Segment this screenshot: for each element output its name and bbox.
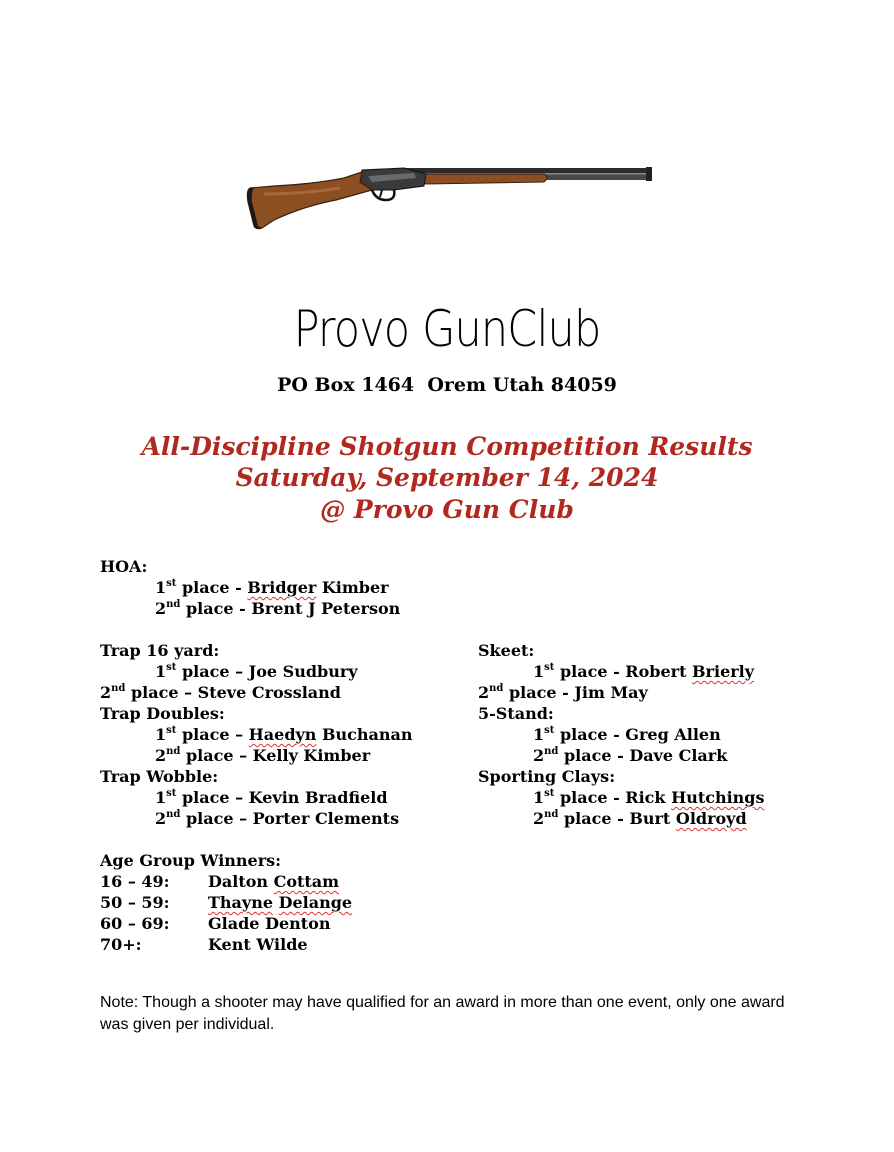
trap-wobble-first-place: 1st place – Kevin Bradfield: [155, 787, 388, 807]
shotgun-illustration: [244, 160, 654, 235]
age-winner-60-69: Glade Denton: [208, 914, 331, 933]
hoa-label: HOA:: [100, 557, 148, 576]
sporting-clays-second-place: 2nd place - Burt Oldroyd: [533, 808, 747, 828]
skeet-first-place: 1st place - Robert Brierly: [533, 661, 755, 681]
skeet-second-place: 2nd place - Jim May: [478, 682, 648, 702]
hoa-first-place: 1st place - Bridger Kimber: [155, 577, 389, 597]
trap-doubles-second-place: 2nd place – Kelly Kimber: [155, 745, 371, 765]
trap-16-first-place: 1st place – Joe Sudbury: [155, 661, 358, 681]
trap-16-second-place: 2nd place – Steve Crossland: [100, 682, 341, 702]
title-line-1: All-Discipline Shotgun Competition Results: [141, 432, 753, 461]
sporting-clays-first-place: 1st place - Rick Hutchings: [533, 787, 765, 807]
club-address: PO Box 1464 Orem Utah 84059: [277, 374, 617, 396]
age-winner-16-49: Dalton Cottam: [208, 872, 340, 891]
trap-wobble-label: Trap Wobble:: [100, 767, 219, 786]
age-range-70-plus: 70+:: [100, 935, 142, 954]
award-note: Note: Though a shooter may have qualified for an award in more than one event, only one award was given per individual.: [100, 994, 785, 1033]
trap-doubles-first-place: 1st place – Haedyn Buchanan: [155, 724, 413, 744]
trap-16-label: Trap 16 yard:: [100, 641, 220, 660]
trap-wobble-second-place: 2nd place – Porter Clements: [155, 808, 400, 828]
age-group-label: Age Group Winners:: [100, 851, 282, 870]
five-stand-label: 5-Stand:: [478, 704, 554, 723]
skeet-label: Skeet:: [478, 641, 535, 660]
five-stand-first-place: 1st place - Greg Allen: [533, 724, 721, 744]
age-winner-50-59: Thayne Delange: [208, 893, 353, 912]
title-line-3: @ Provo Gun Club: [320, 495, 574, 524]
five-stand-second-place: 2nd place - Dave Clark: [533, 745, 728, 765]
age-winner-70-plus: Kent Wilde: [208, 935, 308, 954]
age-range-50-59: 50 – 59:: [100, 893, 170, 912]
hoa-second-place: 2nd place - Brent J Peterson: [155, 598, 401, 618]
age-range-60-69: 60 – 69:: [100, 914, 170, 933]
title-line-2: Saturday, September 14, 2024: [235, 463, 659, 492]
age-range-16-49: 16 – 49:: [100, 872, 170, 891]
sporting-clays-label: Sporting Clays:: [478, 767, 616, 786]
trap-doubles-label: Trap Doubles:: [100, 704, 225, 723]
club-name: Provo GunClub: [293, 300, 601, 358]
